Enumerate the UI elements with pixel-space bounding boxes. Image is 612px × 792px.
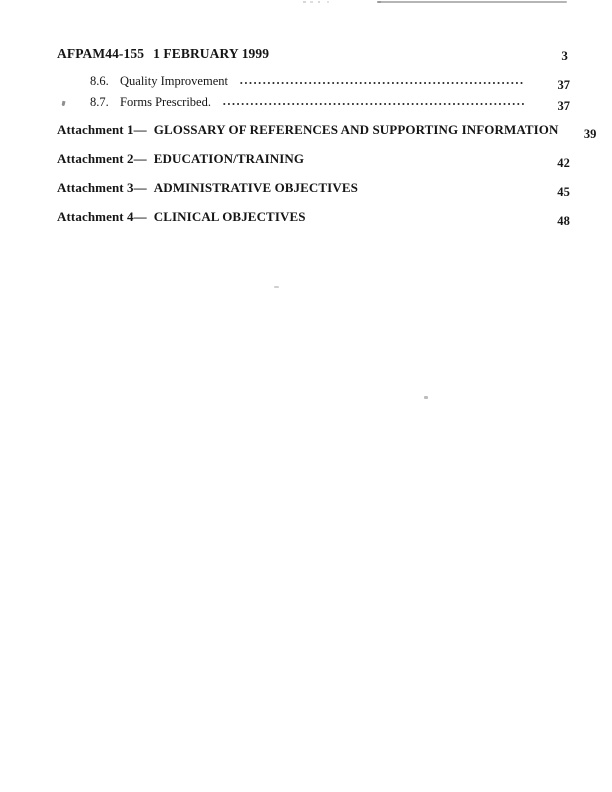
attachment-page: 42: [557, 156, 570, 170]
scan-artifact-top-dashes: [303, 1, 333, 3]
toc-content: [57, 46, 597, 228]
toc-entry-number: 8.7.: [90, 95, 109, 109]
dot-leader: [222, 102, 524, 106]
attachment-label: Attachment 1—: [57, 122, 147, 137]
document-id: AFPAM44-155: [57, 46, 145, 61]
scan-artifact-speck: [274, 286, 279, 288]
scan-artifact-speck: [424, 396, 428, 399]
attachment-label: Attachment 4—: [57, 209, 147, 224]
attachment-entry: [57, 122, 597, 141]
attachment-title: ADMINISTRATIVE OBJECTIVES: [153, 180, 358, 195]
attachment-entry: [57, 209, 570, 228]
toc-entry-page: 37: [557, 99, 570, 113]
scan-artifact-top-line: [377, 1, 567, 3]
attachment-title: EDUCATION/TRAINING: [153, 151, 305, 166]
attachment-page: 39: [583, 127, 597, 141]
toc-entry-number: 8.6.: [90, 74, 109, 88]
toc-entry-title: Quality Improvement: [120, 74, 228, 88]
attachment-title: GLOSSARY OF REFERENCES AND SUPPORTING INFORMATION: [153, 122, 559, 137]
toc-entry-title: Forms Prescribed.: [120, 95, 211, 109]
dot-leader: [239, 81, 524, 85]
attachment-page: 45: [557, 185, 570, 199]
header-title: [57, 47, 269, 61]
attachment-entry: [57, 151, 570, 170]
attachment-entry: [57, 180, 570, 199]
attachment-label: Attachment 3—: [57, 180, 147, 195]
document-date: 1 FEBRUARY 1999: [153, 46, 270, 61]
toc-entry: [57, 95, 570, 113]
toc-entry: [57, 74, 570, 92]
attachment-label: Attachment 2—: [57, 151, 147, 166]
attachment-page: 48: [557, 214, 570, 228]
toc-entry-page: 37: [557, 78, 570, 92]
page-header: [57, 47, 570, 61]
header-page-number: 3: [561, 48, 568, 63]
attachment-title: CLINICAL OBJECTIVES: [153, 209, 306, 224]
